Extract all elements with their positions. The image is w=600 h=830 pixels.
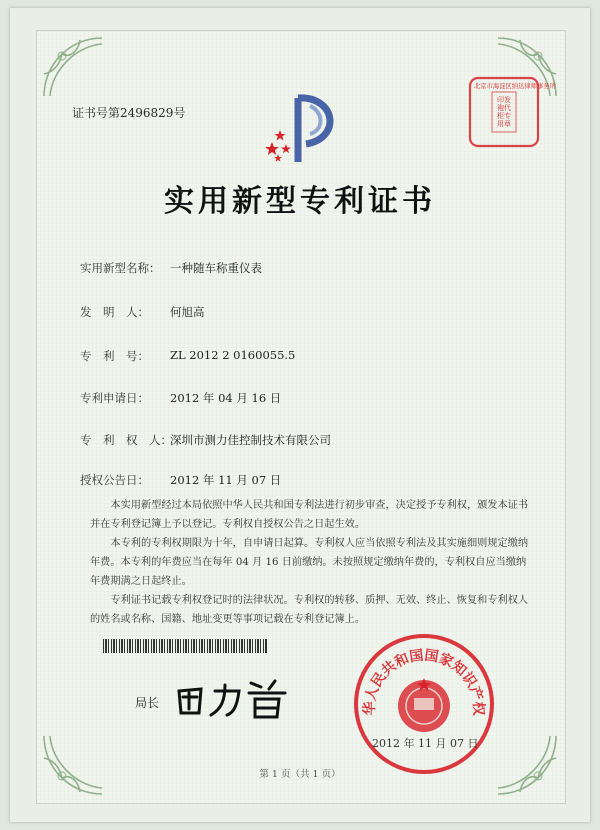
certificate-number: 证书号第2496829号	[72, 106, 186, 120]
certificate-title: 实用新型专利证书	[164, 184, 436, 219]
page-footer: 第 1 页（共 1 页）	[259, 769, 341, 780]
field-label-grant-date: 授权公告日：	[80, 473, 149, 487]
agency-stamp	[462, 70, 556, 154]
field-label-utility-model-name: 实用新型名称：	[80, 261, 161, 275]
field-value-patentee: 深圳市测力佳控制技术有限公司	[170, 433, 331, 447]
body-paragraph-1: 本实用新型经过本局依照中华人民共和国专利法进行初步审查，决定授予专利权，颁发本证书并在专利登记簿上予以登记。专利权自授权公告之日起生效。	[90, 500, 529, 530]
corner-ornament-bottom-left	[40, 732, 106, 798]
corner-ornament-top-left	[40, 34, 106, 100]
field-label-application-date: 专利申请日：	[80, 391, 149, 405]
body-paragraph-3: 专利证书记载专利权登记时的法律状况。专利权的转移、质押、无效、终止、恢复和专利权人的姓名或名称、国籍、地址变更等事项记载在专利登记簿上。	[90, 595, 529, 625]
field-value-patent-number: ZL 2012 2 0160055.5	[170, 348, 296, 362]
seal-date: 2012 年 11 月 07 日	[372, 737, 479, 750]
agency-stamp-text: 北京市海淀区纳达律师事务所	[474, 83, 556, 90]
field-value-utility-model-name: 一种随车称重仪表	[170, 261, 262, 275]
field-label-patentee: 专 利 权 人：	[80, 433, 172, 447]
certificate-body	[90, 496, 530, 629]
sipo-logo	[258, 86, 348, 176]
field-value-inventor: 何旭高	[170, 305, 205, 319]
body-paragraph-2: 本专利的专利权期限为十年，自申请日起算。专利权人应当依照专利法及其实施细则规定缴纳年费。本专利的年费应当在每年 04 月 16 日前缴纳。未按照规定缴纳年费的，专利权自应当缴纳年费期满之日起终止。	[90, 538, 529, 587]
certificate-page	[10, 8, 590, 822]
barcode	[103, 639, 268, 653]
director-label: 局长	[135, 696, 160, 710]
agency-stamp-inner-text: 印发袍代柜专用章	[497, 96, 511, 128]
field-value-application-date: 2012 年 04 月 16 日	[170, 391, 282, 405]
field-label-patent-number: 专 利 号：	[80, 349, 149, 363]
official-seal	[352, 632, 496, 776]
director-signature	[175, 673, 295, 723]
official-seal-text: 华人民共和国国家知识产权	[361, 647, 487, 716]
corner-ornament-bottom-right	[494, 732, 560, 798]
field-value-grant-date: 2012 年 11 月 07 日	[170, 473, 282, 487]
field-label-inventor: 发 明 人：	[80, 305, 149, 319]
